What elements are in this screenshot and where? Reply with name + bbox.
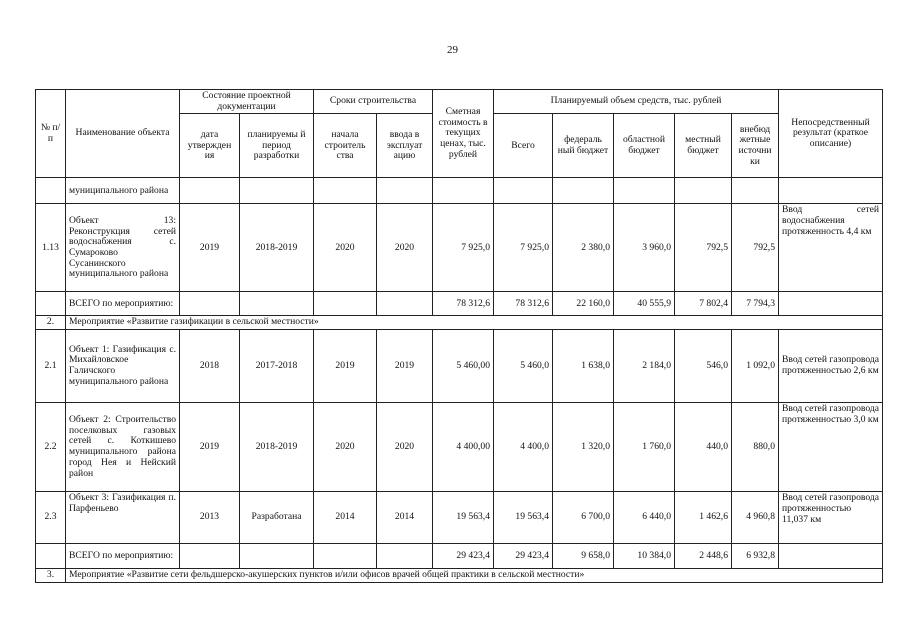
investment-table bbox=[35, 89, 883, 583]
estimated-cost: 78 312,6 bbox=[433, 292, 494, 316]
result: Ввод сетей газопровода протяженностью 11,037 км bbox=[779, 492, 883, 544]
total-row bbox=[36, 292, 883, 316]
total: 78 312,6 bbox=[494, 292, 553, 316]
section-title: Мероприятие «Развитие газификации в сельской местности» bbox=[66, 316, 883, 330]
header-local: местный бюджет bbox=[675, 114, 732, 178]
local: 2 448,6 bbox=[675, 544, 732, 569]
section-row bbox=[36, 569, 883, 583]
row-num: 2.1 bbox=[36, 330, 66, 403]
commissioning: 2014 bbox=[377, 492, 433, 544]
construction-start: 2014 bbox=[314, 492, 377, 544]
estimated-cost: 7 925,0 bbox=[433, 204, 494, 292]
construction-start: 2020 bbox=[314, 204, 377, 292]
extrabudget: 7 794,3 bbox=[732, 292, 779, 316]
result: Ввод сетей газопровода протяженностью 3,0 км bbox=[779, 403, 883, 492]
approval-date: 2019 bbox=[180, 204, 240, 292]
federal: 6 700,0 bbox=[553, 492, 614, 544]
federal: 2 380,0 bbox=[553, 204, 614, 292]
header-commissioning: ввода в эксплуат ацию bbox=[377, 114, 433, 178]
object-name: Объект 1: Газификация с. Михайловское Галичского муниципального района bbox=[66, 330, 180, 403]
header-total: Всего bbox=[494, 114, 553, 178]
total: 7 925,0 bbox=[494, 204, 553, 292]
object-name: Объект 13: Реконструкция сетей водоснабжения с. Сумароково Сусанинского муниципального района bbox=[66, 204, 180, 292]
planned-period: Разработана bbox=[240, 492, 314, 544]
row-num: 2.3 bbox=[36, 492, 66, 544]
commissioning: 2020 bbox=[377, 403, 433, 492]
federal: 9 658,0 bbox=[553, 544, 614, 569]
total: 29 423,4 bbox=[494, 544, 553, 569]
construction-start: 2019 bbox=[314, 330, 377, 403]
header-regional: областной бюджет bbox=[614, 114, 675, 178]
federal: 1 320,0 bbox=[553, 403, 614, 492]
estimated-cost: 29 423,4 bbox=[433, 544, 494, 569]
extrabudget: 6 932,8 bbox=[732, 544, 779, 569]
object-name: Объект 3: Газификация п. Парфеньево bbox=[66, 492, 180, 544]
header-row-1 bbox=[36, 90, 883, 114]
local: 1 462,6 bbox=[675, 492, 732, 544]
object-name: муниципального района bbox=[66, 178, 180, 204]
planned-period: 2017-2018 bbox=[240, 330, 314, 403]
header-estimated-cost: Сметная стоимость в текущих ценах, тыс. рублей bbox=[433, 90, 494, 178]
regional: 10 384,0 bbox=[614, 544, 675, 569]
estimated-cost: 19 563,4 bbox=[433, 492, 494, 544]
approval-date: 2018 bbox=[180, 330, 240, 403]
header-num: № п/п bbox=[36, 90, 66, 178]
regional: 6 440,0 bbox=[614, 492, 675, 544]
result: Ввод сетей газопровода протяженностью 2,6 км bbox=[779, 330, 883, 403]
page-number: 29 bbox=[447, 44, 458, 56]
header-approval-date: дата утвержден ия bbox=[180, 114, 240, 178]
header-federal: федераль ный бюджет bbox=[553, 114, 614, 178]
header-extrabudget: внебюд жетные источни ки bbox=[732, 114, 779, 178]
total-label: ВСЕГО по мероприятию: bbox=[66, 292, 180, 316]
total: 19 563,4 bbox=[494, 492, 553, 544]
estimated-cost: 4 400,00 bbox=[433, 403, 494, 492]
extrabudget: 792,5 bbox=[732, 204, 779, 292]
header-planned-funds: Планируемый объем средств, тыс. рублей bbox=[494, 90, 779, 114]
object-name: Объект 2: Строительство поселковых газовых сетей с. Коткишево муниципального района город Нея и Нейский район bbox=[66, 403, 180, 492]
table-row bbox=[36, 204, 883, 292]
commissioning: 2020 bbox=[377, 204, 433, 292]
header-name: Наименование объекта bbox=[66, 90, 180, 178]
planned-period: 2018-2019 bbox=[240, 204, 314, 292]
regional: 1 760,0 bbox=[614, 403, 675, 492]
extrabudget: 1 092,0 bbox=[732, 330, 779, 403]
header-design-state: Состояние проектной документации bbox=[180, 90, 314, 114]
local: 546,0 bbox=[675, 330, 732, 403]
result: Ввод сетей водоснабжения протяженность 4,4 км bbox=[779, 204, 883, 292]
table-row bbox=[36, 492, 883, 544]
section-row bbox=[36, 316, 883, 330]
table-row bbox=[36, 178, 883, 204]
commissioning: 2019 bbox=[377, 330, 433, 403]
header-planned-period: планируемы й период разработки bbox=[240, 114, 314, 178]
approval-date: 2019 bbox=[180, 403, 240, 492]
section-num: 3. bbox=[36, 569, 66, 583]
row-num: 1.13 bbox=[36, 204, 66, 292]
estimated-cost: 5 460,00 bbox=[433, 330, 494, 403]
section-title: Мероприятие «Развитие сети фельдшерско-акушерских пунктов и/или офисов врачей общей практики в сельской местности» bbox=[66, 569, 883, 583]
federal: 22 160,0 bbox=[553, 292, 614, 316]
header-construction-terms: Сроки строительства bbox=[314, 90, 433, 114]
extrabudget: 4 960,8 bbox=[732, 492, 779, 544]
local: 792,5 bbox=[675, 204, 732, 292]
table-row bbox=[36, 330, 883, 403]
local: 440,0 bbox=[675, 403, 732, 492]
header-construction-start: начала строитель ства bbox=[314, 114, 377, 178]
total-label: ВСЕГО по мероприятию: bbox=[66, 544, 180, 569]
regional: 2 184,0 bbox=[614, 330, 675, 403]
header-result: Непосредственный результат (краткое описание) bbox=[779, 90, 883, 178]
total: 4 400,0 bbox=[494, 403, 553, 492]
federal: 1 638,0 bbox=[553, 330, 614, 403]
regional: 40 555,9 bbox=[614, 292, 675, 316]
total: 5 460,0 bbox=[494, 330, 553, 403]
total-row bbox=[36, 544, 883, 569]
local: 7 802,4 bbox=[675, 292, 732, 316]
extrabudget: 880,0 bbox=[732, 403, 779, 492]
section-num: 2. bbox=[36, 316, 66, 330]
regional: 3 960,0 bbox=[614, 204, 675, 292]
row-num: 2.2 bbox=[36, 403, 66, 492]
planned-period: 2018-2019 bbox=[240, 403, 314, 492]
construction-start: 2020 bbox=[314, 403, 377, 492]
approval-date: 2013 bbox=[180, 492, 240, 544]
table-row bbox=[36, 403, 883, 492]
